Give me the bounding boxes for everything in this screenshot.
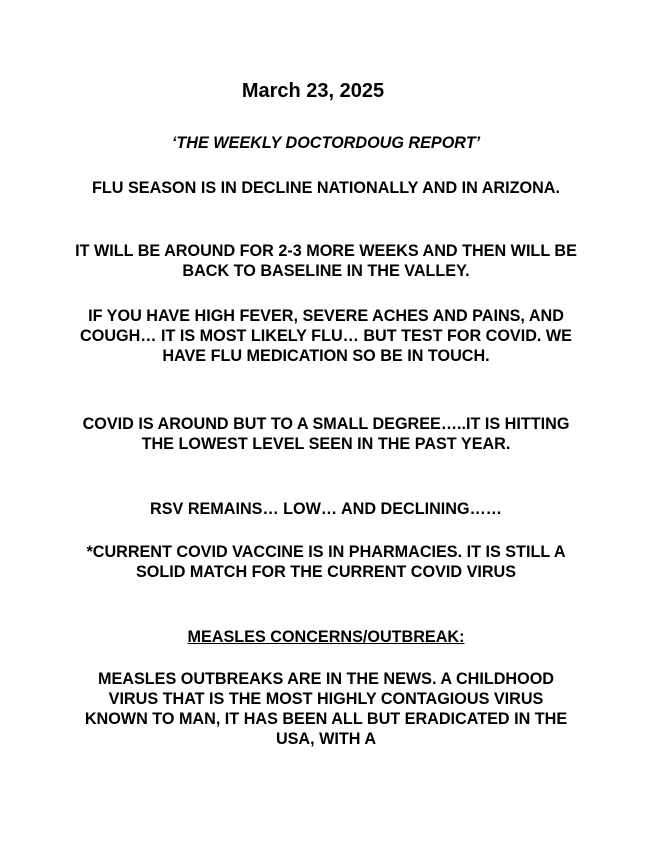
report-title: ‘THE WEEKLY DOCTORDOUG REPORT’ bbox=[171, 134, 481, 152]
paragraph-flu-symptoms: IF YOU HAVE HIGH FEVER, SEVERE ACHES AND PAINS, AND COUGH… IT IS MOST LIKELY FLU… BUT TEST FOR COVID. WE HAVE FLU MEDICATION SO BE IN TOUCH. bbox=[80, 307, 572, 365]
paragraph-rsv: RSV REMAINS… LOW… AND DECLINING…… bbox=[150, 500, 502, 518]
measles-heading: MEASLES CONCERNS/OUTBREAK: bbox=[187, 628, 465, 646]
paragraph-measles: MEASLES OUTBREAKS ARE IN THE NEWS. A CHILDHOOD VIRUS THAT IS THE MOST HIGHLY CONTAGIOUS VIRUS KNOWN TO MAN, IT HAS BEEN ALL BUT ERADICATED IN THE USA, WITH A bbox=[84, 670, 568, 748]
report-date: March 23, 2025 bbox=[241, 80, 385, 102]
paragraph-covid-level: COVID IS AROUND BUT TO A SMALL DEGREE…..IT IS HITTING THE LOWEST LEVEL SEEN IN THE PAST YEAR. bbox=[82, 415, 570, 453]
paragraph-flu-decline: FLU SEASON IS IN DECLINE NATIONALLY AND IN ARIZONA. bbox=[92, 179, 560, 197]
paragraph-flu-duration: IT WILL BE AROUND FOR 2-3 MORE WEEKS AND THEN WILL BE BACK TO BASELINE IN THE VALLEY. bbox=[75, 242, 577, 280]
paragraph-covid-vaccine: *CURRENT COVID VACCINE IS IN PHARMACIES. IT IS STILL A SOLID MATCH FOR THE CURRENT COVID VIRUS bbox=[86, 543, 566, 581]
